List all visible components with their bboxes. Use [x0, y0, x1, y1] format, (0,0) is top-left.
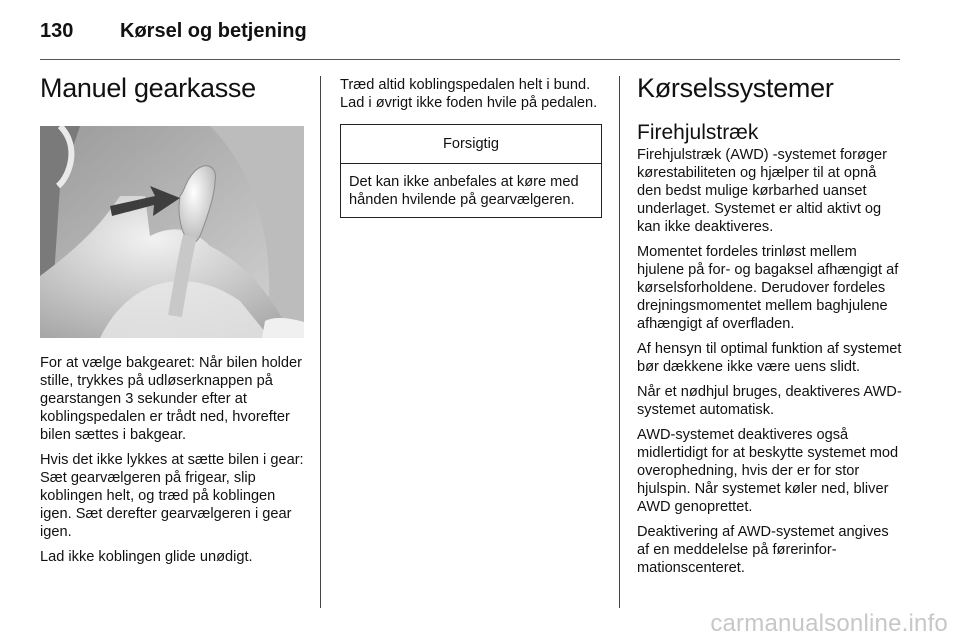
paragraph: Firehjulstræk (AWD) -systemet forøger kørestabiliteten og hjælper til at opnå den bedst mulige kørbarhed uanset underlaget. Systemet er altid aktivt og kan ikke deaktiveres.: [637, 147, 888, 235]
paragraph: AWD-systemet deaktiveres også midlertidigt for at beskytte systemet mod overophedning, hvis der er for stor hjulspin. Når systemet køler ned, bliver AWD genoprettet.: [637, 427, 899, 515]
paragraph: Træd altid koblingspedalen helt i bund. Lad i øvrigt ikke foden hvile på pedalen.: [340, 77, 598, 111]
watermark: carmanualsonline.info: [710, 610, 948, 637]
caution-title: Forsigtig: [341, 125, 601, 164]
header-divider: [40, 59, 900, 60]
paragraph: Deaktivering af AWD-systemet angives af en meddelelse på førerinformationscenteret.: [637, 524, 889, 576]
paragraph: Momentet fordeles trinløst mellem hjulene på for- og bagaksel afhængigt af kørselsforholdene. Derudover fordeles drejningsmomentet mellem baghjulene afhængigt af overfladen.: [637, 244, 899, 332]
subsection-title: Firehjulstræk: [637, 121, 759, 144]
column-divider: [320, 76, 321, 608]
section-title: Kørselssystemer: [637, 73, 834, 103]
column-divider: [619, 76, 620, 608]
page-number: 130: [40, 20, 74, 42]
caution-text: Det kan ikke anbefales at køre med hånden hvilende på gearvælgeren.: [349, 174, 579, 208]
paragraph: Når et nødhjul bruges, deaktiveres AWD-systemet automatisk.: [637, 384, 902, 418]
section-title: Manuel gearkasse: [40, 73, 256, 103]
chapter-title: Kørsel og betjening: [120, 20, 307, 42]
column-right: [637, 70, 903, 584]
gear-shift-illustration: [40, 126, 304, 338]
column-left: [40, 70, 304, 573]
paragraph: Hvis det ikke lykkes at sætte bilen i gear: Sæt gearvælgeren på frigear, slip koblingen helt, og træd på koblingen igen. Sæt derefter gearvælgeren i gear igen.: [40, 452, 304, 540]
paragraph: Af hensyn til optimal funktion af systemet bør dækkene ikke være uens slidt.: [637, 341, 902, 375]
paragraph: For at vælge bakgearet: Når bilen holder stille, trykkes på udløserknappen på gearstangen 3 sekunder efter at koblingspedalen er trådt ned, hvorefter bilen sættes i bakgear.: [40, 355, 303, 443]
caution-box: [340, 124, 602, 218]
page-header: [40, 20, 900, 60]
column-middle: [340, 76, 602, 218]
paragraph: Lad ikke koblingen glide unødigt.: [40, 549, 253, 565]
